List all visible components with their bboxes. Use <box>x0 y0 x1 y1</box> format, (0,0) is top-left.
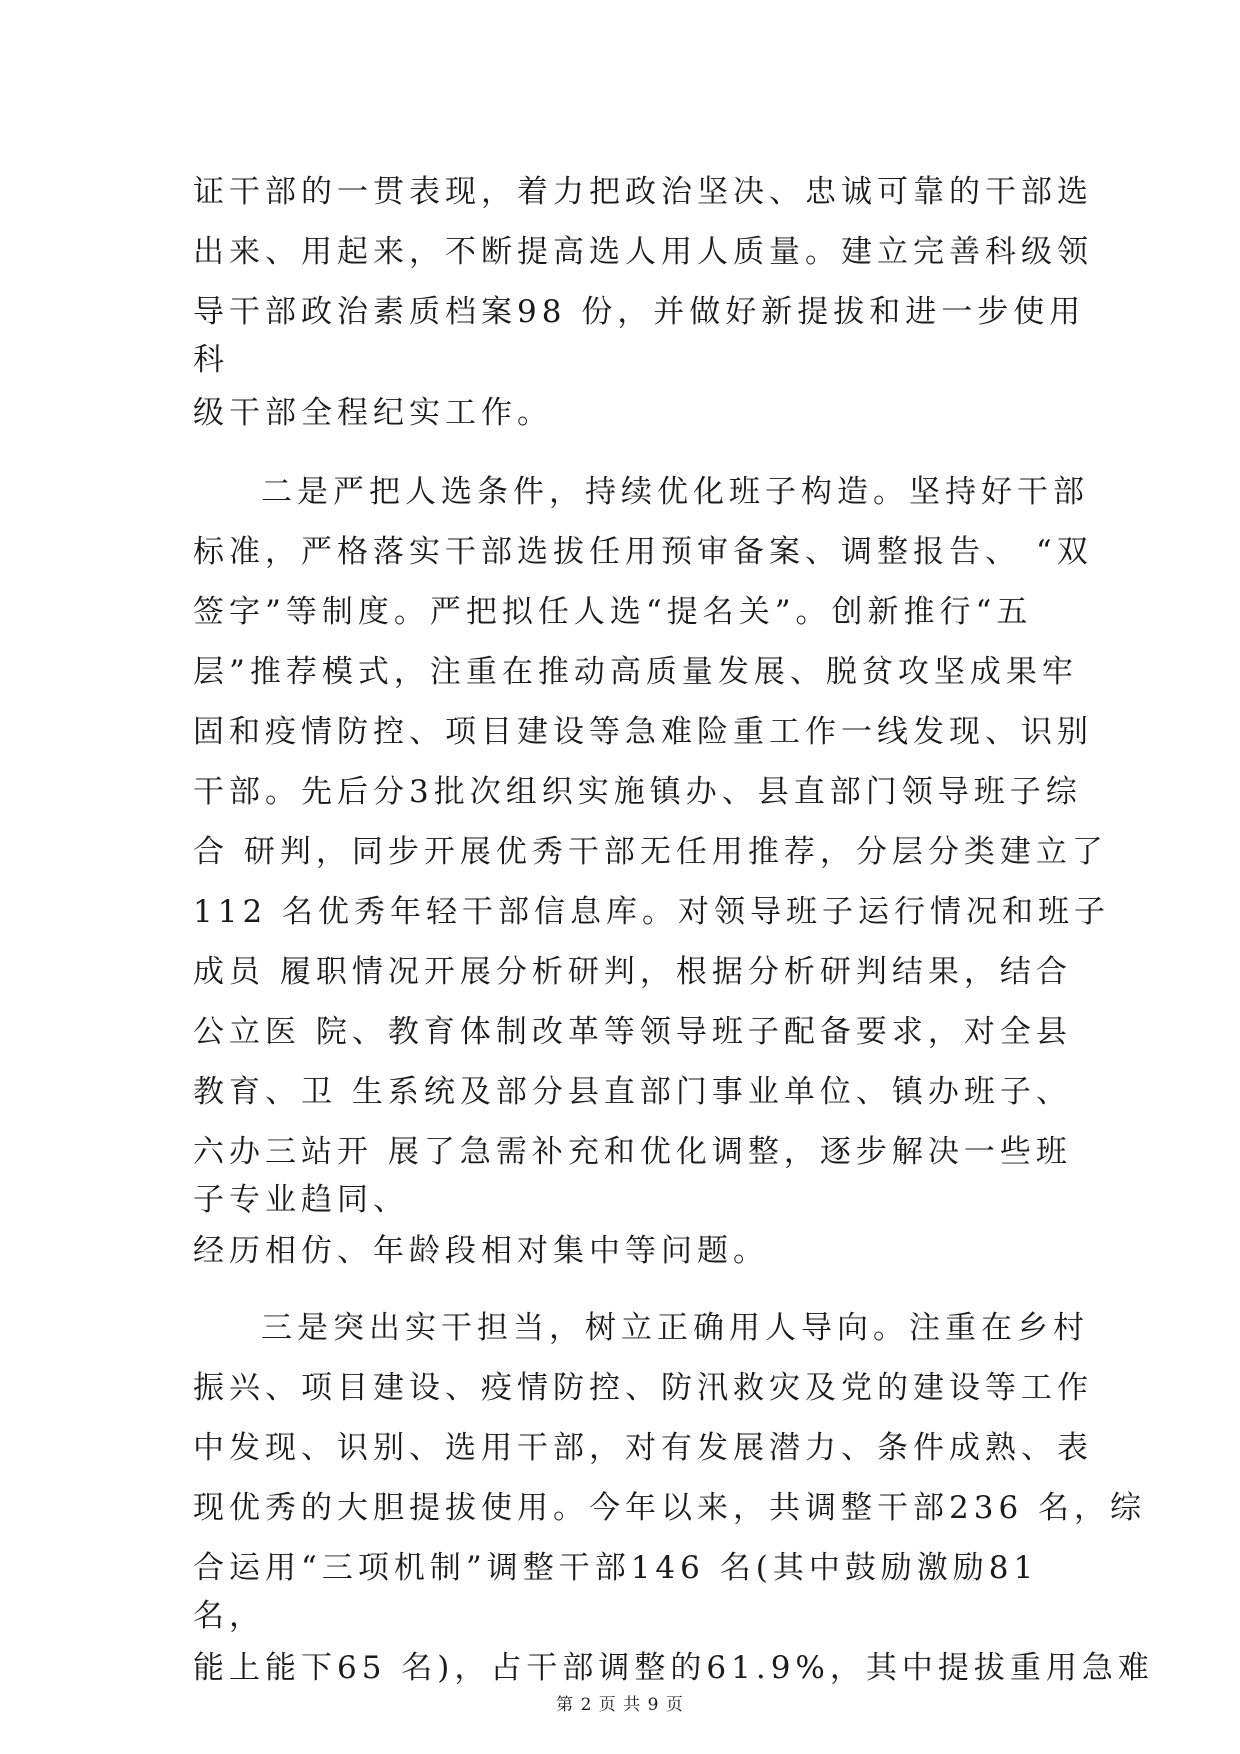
page-footer: 第 2 页 共 9 页 <box>556 1695 684 1715</box>
text-line: 合 研判，同步开展优秀干部无任用推荐，分层分类建立了 <box>193 834 1108 870</box>
text-line: 导干部政治素质档案98 份，并做好新提拔和进一步使用 <box>193 294 1086 330</box>
text-line: 能上能下65 名)，占干部调整的61.9%，其中提拔重用急难 <box>193 1650 1154 1686</box>
text-line: 公立医 院、教育体制改革等领导班子配备要求，对全县 <box>193 1014 1072 1050</box>
text-line: 合运用“三项机制”调整干部146 名(其中鼓励激励81 <box>193 1550 1039 1586</box>
text-line: 现优秀的大胆提拔使用。今年以来，共调整干部236 名，综 <box>193 1490 1147 1526</box>
text-line: 112 名优秀年轻干部信息库。对领导班子运行情况和班子 <box>193 894 1111 930</box>
text-line: 签字”等制度。严把拟任人选“提名关”。创新推行“五 <box>193 594 1033 630</box>
text-line: 出来、用起来，不断提高选人用人质量。建立完善科级领 <box>193 234 1093 270</box>
text-line: 六办三站开 展了急需补充和优化调整，逐步解决一些班 <box>193 1134 1072 1170</box>
paragraph-start-line: 三是突出实干担当，树立正确用人导向。注重在乡村 <box>261 1310 1089 1346</box>
text-line: 名， <box>193 1598 265 1634</box>
text-line: 标准，严格落实干部选拔任用预审备案、调整报告、 “双 <box>193 534 1093 570</box>
text-line: 干部。先后分3批次组织实施镇办、县直部门领导班子综 <box>193 774 1082 810</box>
text-line: 固和疫情防控、项目建设等急难险重工作一线发现、识别 <box>193 714 1093 750</box>
text-line: 级干部全程纪实工作。 <box>193 395 553 431</box>
text-line: 证干部的一贯表现，着力把政治坚决、忠诚可靠的干部选 <box>193 174 1093 210</box>
text-line: 振兴、项目建设、疫情防控、防汛救灾及党的建设等工作 <box>193 1370 1093 1406</box>
text-line: 教育、卫 生系统及部分县直部门事业单位、镇办班子、 <box>193 1074 1072 1110</box>
text-line: 层”推荐模式，注重在推动高质量发展、脱贫攻坚成果牢 <box>193 654 1078 690</box>
paragraph-start-line: 二是严把人选条件，持续优化班子构造。坚持好干部 <box>261 474 1089 510</box>
text-line: 科 <box>193 342 229 378</box>
text-line: 经历相仿、年龄段相对集中等问题。 <box>193 1233 769 1269</box>
text-line: 子专业趋同、 <box>193 1182 409 1218</box>
text-line: 中发现、识别、选用干部，对有发展潜力、条件成熟、表 <box>193 1430 1093 1466</box>
text-line: 成员 履职情况开展分析研判，根据分析研判结果，结合 <box>193 954 1072 990</box>
